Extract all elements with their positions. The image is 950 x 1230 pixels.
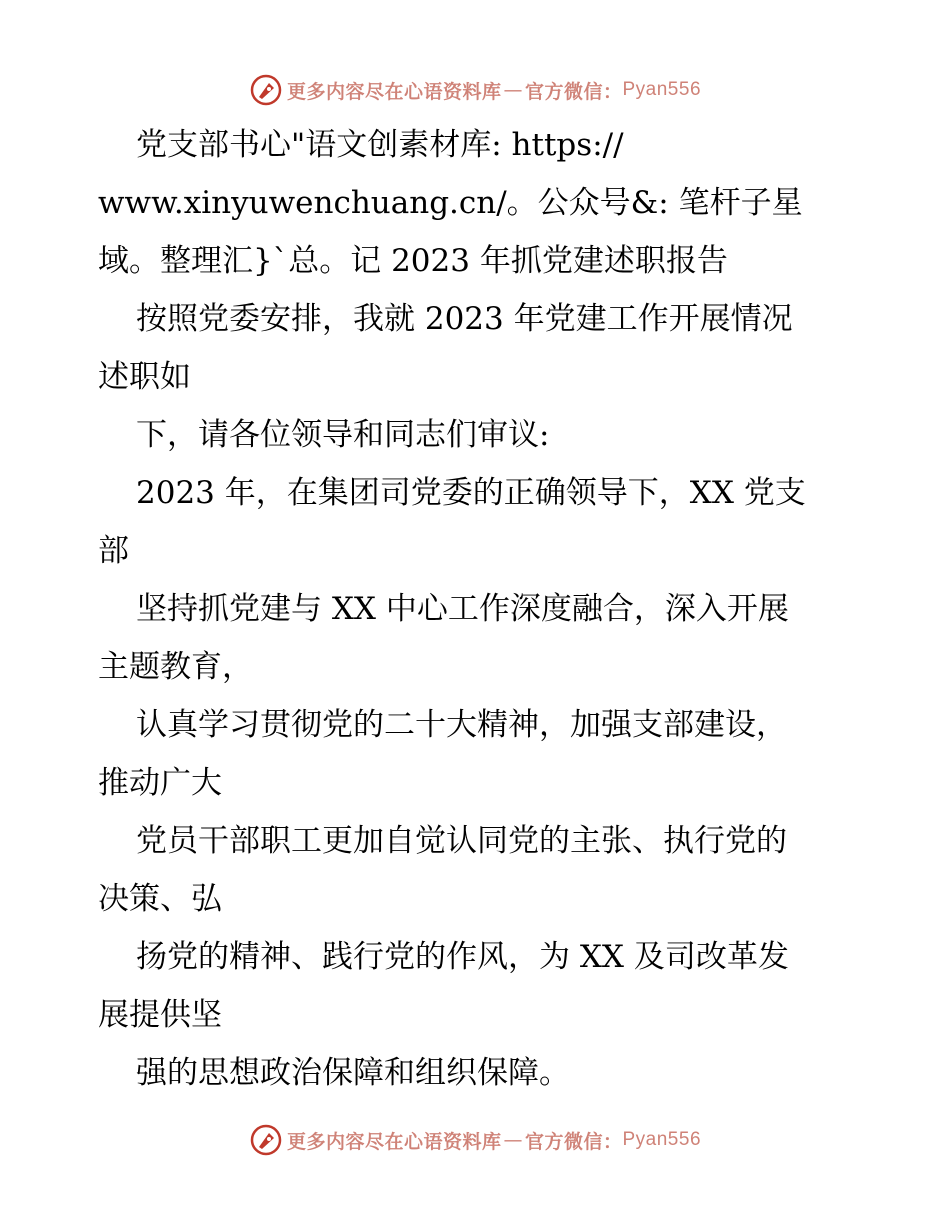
text-line: 党员干部职工更加自觉认同党的主张、执行党的 <box>136 823 787 859</box>
watermark-label: 官方微信： <box>524 1130 623 1153</box>
text-line: 述职如 <box>98 359 191 395</box>
text-line: 主题教育， <box>98 649 253 685</box>
pen-nib-icon <box>249 1123 283 1157</box>
text-line: 坚持抓党建与 XX 中心工作深度融合，深入开展 <box>136 591 789 627</box>
text-line: 下，请各位领导和同志们审议: <box>136 417 550 453</box>
watermark-id: Pyan556 <box>622 79 702 100</box>
watermark-separator: — <box>503 79 523 101</box>
header-watermark <box>0 70 950 110</box>
text-line: 决策、弘 <box>98 881 222 917</box>
text-line: 展提供坚 <box>98 997 222 1033</box>
watermark-text: 更多内容尽在心语资料库 <box>286 80 502 103</box>
watermark-id: Pyan556 <box>622 1129 702 1150</box>
text-line: 党支部书心"语文创素材库: https:// <box>136 127 624 163</box>
watermark-separator: — <box>503 1129 523 1151</box>
watermark-text: 更多内容尽在心语资料库 <box>286 1130 502 1153</box>
document-body <box>98 116 858 1102</box>
text-line: 扬党的精神、践行党的作风，为 XX 及司改革发 <box>136 939 789 975</box>
text-line: 强的思想政治保障和组织保障。 <box>136 1055 570 1091</box>
watermark-label: 官方微信： <box>524 80 623 103</box>
text-line: 认真学习贯彻党的二十大精神，加强支部建设， <box>136 707 787 743</box>
text-line: 部 <box>98 533 129 569</box>
footer-watermark <box>0 1120 950 1160</box>
text-line: www.xinyuwenchuang.cn/。公众号&: 笔杆子星 <box>98 185 803 221</box>
pen-nib-icon <box>249 73 283 107</box>
text-line: 按照党委安排，我就 2023 年党建工作开展情况 <box>136 301 793 337</box>
text-line: 推动广大 <box>98 765 222 801</box>
text-line: 域。整理汇}`总。记 2023 年抓党建述职报告 <box>98 243 728 279</box>
text-line: 2023 年，在集团司党委的正确领导下，XX 党支 <box>136 475 806 511</box>
